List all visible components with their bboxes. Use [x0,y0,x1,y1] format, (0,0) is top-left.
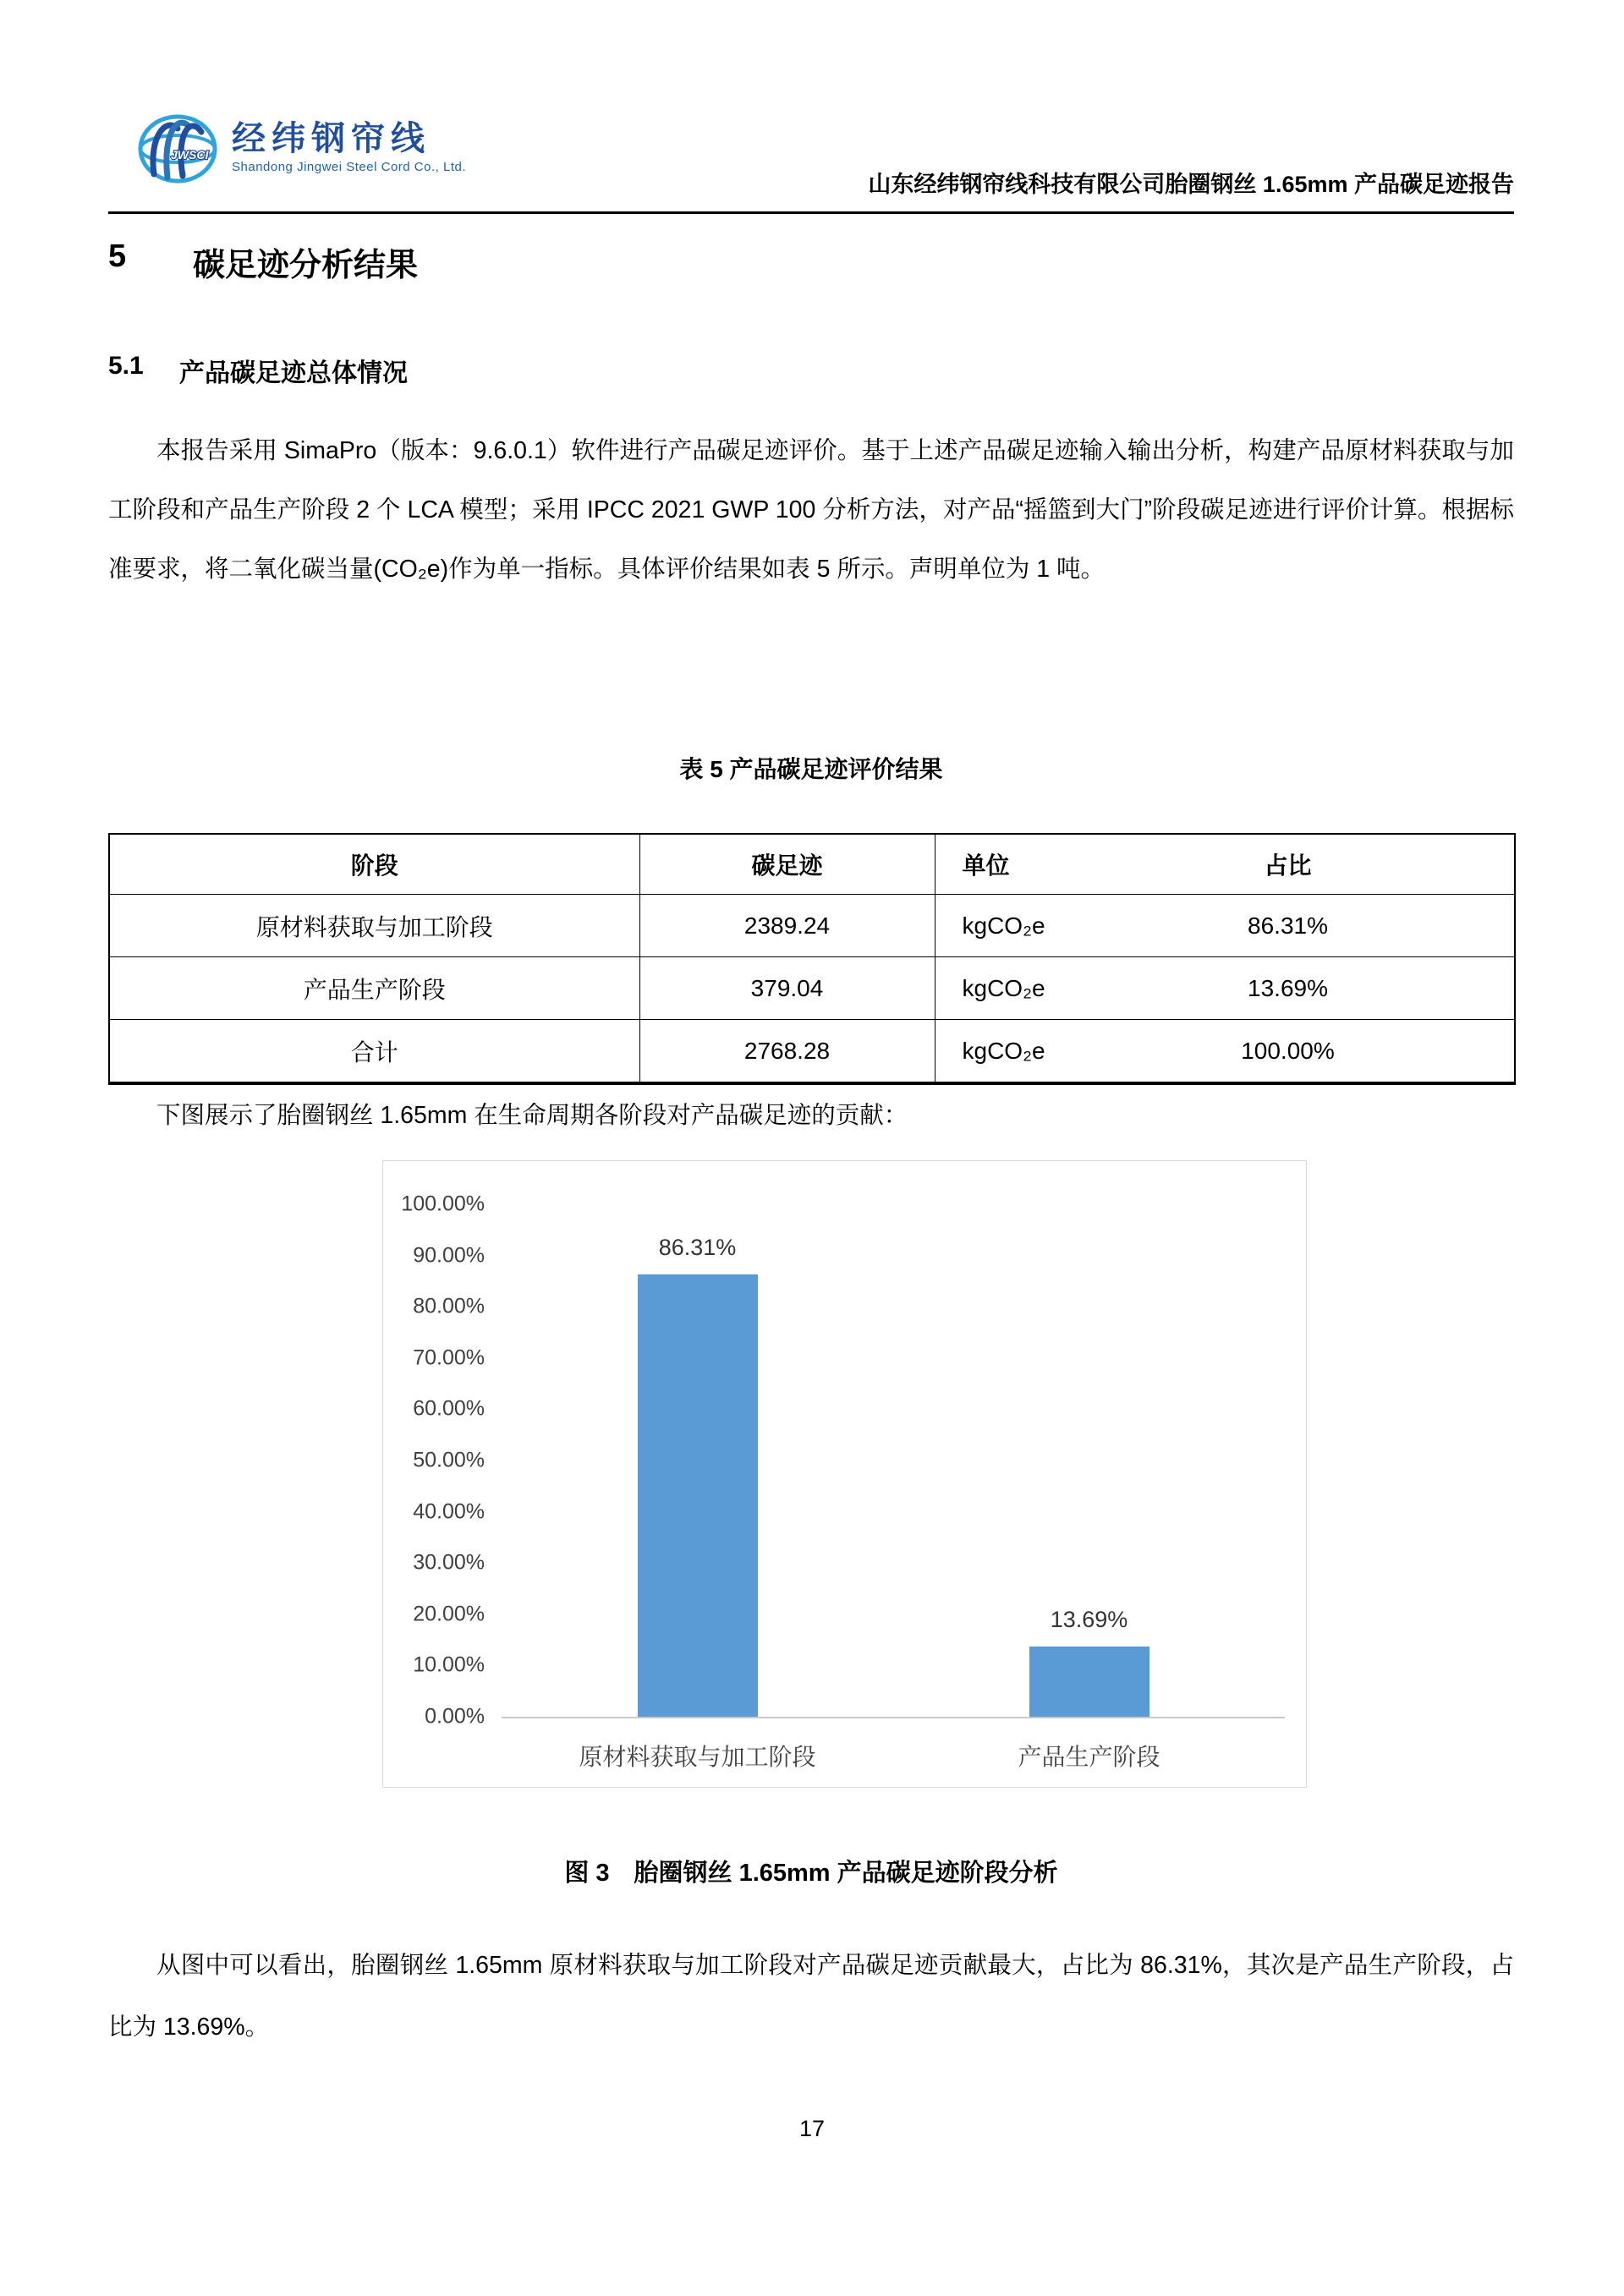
y-axis-tick-label: 100.00% [401,1192,485,1216]
section-title: 碳足迹分析结果 [193,248,419,283]
y-axis-tick-label: 80.00% [413,1294,485,1318]
y-axis-tick-label: 30.00% [413,1550,485,1575]
table-cell: kgCO₂e [935,895,1146,957]
y-axis-tick-label: 60.00% [413,1396,485,1421]
chart-bar [1029,1647,1149,1717]
table-body [109,895,1515,1084]
subsection-title: 产品碳足迹总体情况 [179,359,408,387]
section-number: 5 [108,238,127,274]
page-number: 17 [798,2116,826,2141]
table-cell: 379.04 [639,957,935,1020]
y-axis-tick-label: 40.00% [413,1499,485,1524]
table-row [109,957,1515,1020]
x-axis-category-label: 产品生产阶段 [1018,1745,1160,1771]
table-cell: kgCO₂e [935,1020,1146,1084]
x-axis-category-label: 原材料获取与加工阶段 [579,1745,816,1771]
figure-caption: 图 3 胎圈钢丝 1.65mm 产品碳足迹阶段分析 [564,1860,1058,1887]
results-table [108,833,1516,1085]
y-axis-tick-label: 70.00% [413,1345,485,1370]
header-divider [108,211,1514,214]
table-cell: 原材料获取与加工阶段 [109,895,639,957]
y-axis-tick-label: 90.00% [413,1243,485,1268]
company-logo [134,103,466,191]
chart-bar [638,1274,758,1717]
table-cell: 13.69% [1146,957,1515,1020]
table-row [109,1020,1515,1084]
body-paragraph-1: 本报告采用 SimaPro（版本：9.6.0.1）软件进行产品碳足迹评价。基于上述产品碳足迹输入输出分析，构建产品原材料获取与加工阶段和产品生产阶段 2 个 LCA 模型；采用 IPCC 2021 GWP 100 分析方法，对产品“摇篮到大门”阶段碳足迹进行评价计算。根据标准要求，将二氧化碳当量(CO₂e)作为单一指标。具体评价结果如表 5 所示。声明单位为 1 吨。 [108,437,1514,583]
table-header-cell: 碳足迹 [639,834,935,895]
section-heading [108,238,418,285]
body-paragraph-3: 从图中可以看出，胎圈钢丝 1.65mm 原材料获取与加工阶段对产品碳足迹贡献最大，占比为 86.31%，其次是产品生产阶段，占比为 13.69%。 [108,1952,1514,2041]
table-cell: kgCO₂e [935,957,1146,1020]
table-cell: 86.31% [1146,895,1515,957]
y-axis-tick-label: 0.00% [425,1704,485,1729]
table-cell: 100.00% [1146,1020,1515,1084]
brand-name-en: Shandong Jingwei Steel Cord Co., Ltd. [232,160,466,174]
logo-monogram: JWSCI [171,148,209,162]
table-header-cell: 阶段 [109,834,639,895]
table-cell: 产品生产阶段 [109,957,639,1020]
bar-data-label: 86.31% [658,1234,737,1260]
table-header-cell: 占比 [1146,834,1515,895]
table-header-row [109,834,1515,895]
y-axis-tick-label: 20.00% [413,1602,485,1626]
y-axis-tick-label: 50.00% [413,1448,485,1472]
table-header-cell: 单位 [935,834,1146,895]
table-cell: 2768.28 [639,1020,935,1084]
globe-logo-icon [134,103,222,191]
bar-chart [382,1160,1307,1788]
bar-data-label: 13.69% [1050,1607,1128,1633]
brand-name-cn: 经纬钢帘线 [232,120,431,157]
table-row [109,895,1515,957]
document-header-title: 山东经纬钢帘线科技有限公司胎圈钢丝 1.65mm 产品碳足迹报告 [868,172,1514,197]
body-paragraph-2: 下图展示了胎圈钢丝 1.65mm 在生命周期各阶段对产品碳足迹的贡献： [156,1102,908,1129]
table-cell: 合计 [109,1020,639,1084]
table-caption: 表 5 产品碳足迹评价结果 [679,756,943,782]
subsection-number: 5.1 [108,352,144,380]
subsection-heading [108,352,408,389]
y-axis-tick-label: 10.00% [413,1652,485,1677]
table-cell: 2389.24 [639,895,935,957]
chart-plot-area [401,1192,1285,1771]
